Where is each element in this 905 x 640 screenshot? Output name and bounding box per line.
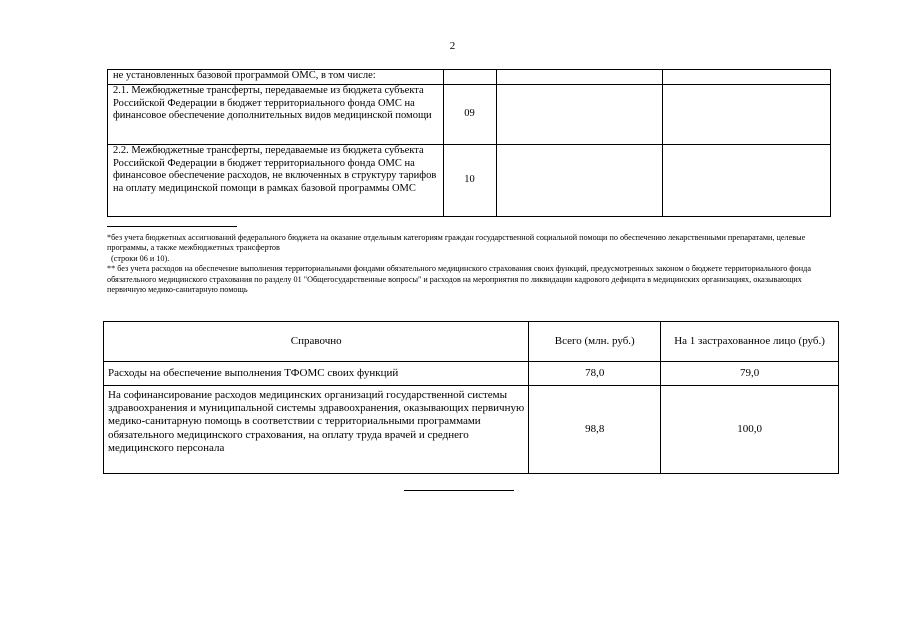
empty-cell [663, 70, 831, 85]
column-header: Справочно [104, 322, 529, 362]
end-divider [404, 490, 514, 491]
empty-cell [663, 145, 831, 217]
footnote-divider [107, 226, 237, 227]
footnote-1: *без учета бюджетных ассигнований федерального бюджета на оказание отдельным категориям граждан государственной социальной помощи по обеспечению лекарственными препаратами, целевые программы, а также межбюджетных трансфертов [107, 233, 806, 253]
empty-cell [496, 85, 663, 145]
column-header: На 1 застрахованное лицо (руб.) [661, 322, 839, 362]
table-header-row [104, 322, 839, 362]
empty-cell [663, 85, 831, 145]
row-label: 2.2. Межбюджетные трансферты, передаваемые из бюджета субъекта Российской Федерации в бюджет территориального фонда ОМС на финансовое обеспечение расходов, не включенных в структуру тарифов на оплату медицинской помощи в рамках базовой программы ОМС [108, 145, 444, 217]
row-code [443, 70, 496, 85]
table-row [108, 145, 831, 217]
table-row [108, 85, 831, 145]
footnote-2: ** без учета расходов на обеспечение выполнения территориальными фондами обязательного медицинского страхования своих функций, предусмотренных законом о бюджете территориального фонда обязательного медицинского страхования по разделу 01 "Общегосударственные вопросы" и расходов на мероприятия по ликвидации кадрового дефицита в медицинских организациях, оказывающих первичную медико-санитарную помощь [107, 264, 811, 295]
reference-table [103, 321, 839, 474]
column-header: Всего (млн. руб.) [529, 322, 661, 362]
per-person-value: 100,0 [661, 386, 839, 474]
per-person-value: 79,0 [661, 362, 839, 386]
empty-cell [496, 70, 663, 85]
total-value: 98,8 [529, 386, 661, 474]
table-row [104, 386, 839, 474]
row-code: 10 [443, 145, 496, 217]
empty-cell [496, 145, 663, 217]
table-row [108, 70, 831, 85]
row-label: Расходы на обеспечение выполнения ТФОМС своих функций [104, 362, 529, 386]
row-code: 09 [443, 85, 496, 145]
footnotes [107, 233, 834, 295]
row-label: не установленных базовой программой ОМС, в том числе: [108, 70, 444, 85]
total-value: 78,0 [529, 362, 661, 386]
financing-table [107, 69, 831, 217]
table-row [104, 362, 839, 386]
footnote-1-continued: (строки 06 и 10). [111, 253, 170, 263]
page-number: 2 [449, 40, 456, 52]
row-label: На софинансирование расходов медицинских организаций государственной системы здравоохранения и муниципальной системы здравоохранения, оказывающих первичную медико-санитарную помощь в соответствии с территориальными программами обязательного медицинского страхования, на оплату труда врачей и среднего медицинского персонала [104, 386, 529, 474]
row-label: 2.1. Межбюджетные трансферты, передаваемые из бюджета субъекта Российской Федерации в бюджет территориального фонда ОМС на финансовое обеспечение дополнительных видов медицинской помощи [108, 85, 444, 145]
